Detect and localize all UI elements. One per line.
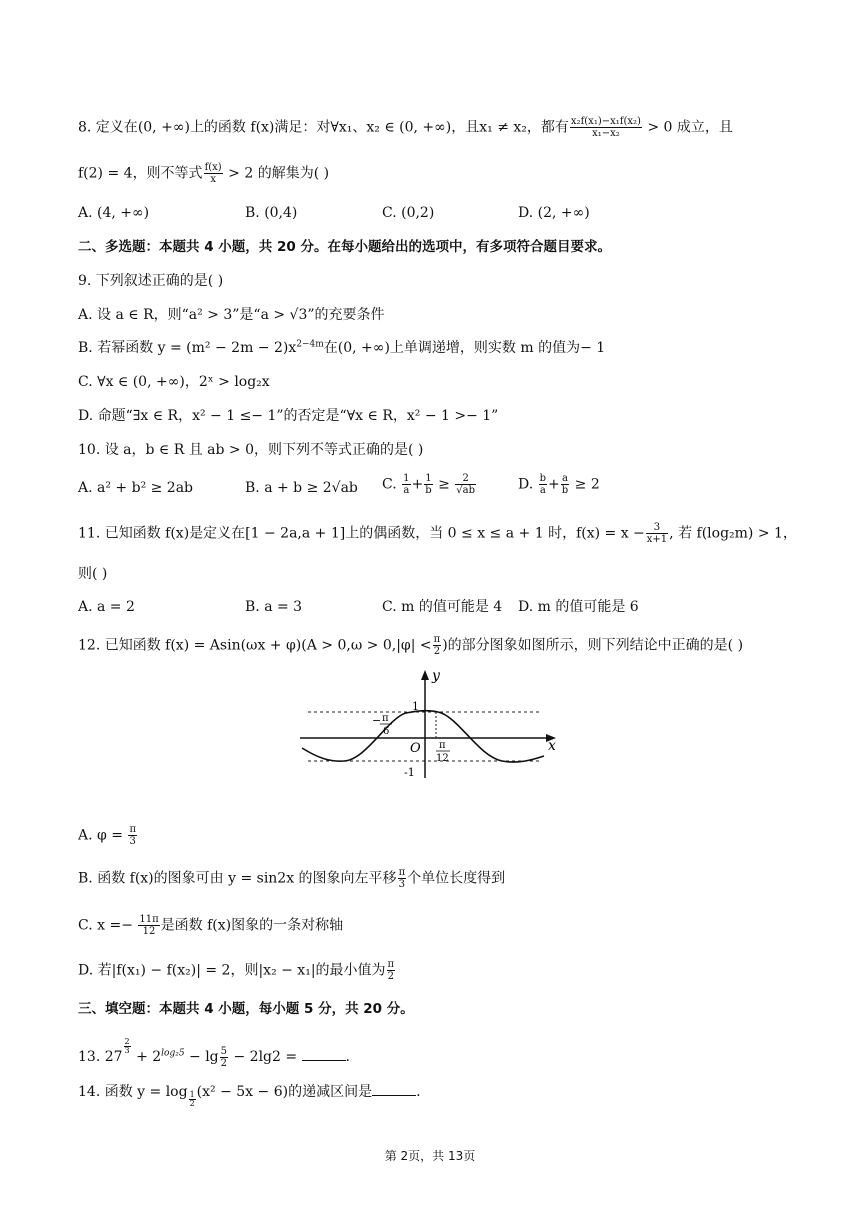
q12-stem [78,634,743,657]
q12-option-d [78,959,396,982]
q8-option-a: A. (4, +∞) [78,205,150,221]
q12-c-text: 是函数 f(x)图象的一条对称轴 [160,917,344,934]
q14-base-den: 2 [189,1099,195,1108]
q14-base-num: 1 [189,1090,195,1099]
q9-b-text: B. 若幂函数 y = (m² − 2m − 2)x [78,340,297,356]
label-neg-sign: − [372,714,382,727]
q8-text: 满足：对∀ [274,119,339,136]
q12-a-frac [128,824,137,847]
q13-text: 13. 27 [78,1049,123,1065]
q12-a-num: π [129,824,137,835]
q12-c-num: 11π [139,914,159,925]
q8-text: > 2 的解集为( ) [223,165,330,182]
q12-b-num: π [398,867,406,878]
q10-c-tail: ≥ [433,476,455,493]
q10-option-a: A. a² + b² ≥ 2ab [78,480,194,496]
q13-text: . [345,1049,350,1065]
q8-line1 [78,116,733,139]
q8-frac2-num: f(x) [204,162,222,173]
q8-text: ，且 [451,119,480,136]
label-pi12-num: π [439,740,446,751]
q11-option-d: D. m 的值可能是 6 [518,599,639,615]
q8-text: 上的函数 [189,119,251,136]
q10-c-frac: $\frac{1}{a}$ [403,473,410,496]
q12-option-a [78,824,138,847]
q12-text: )的部分图象如图所示，则下列结论中正确的是( ) [442,637,744,654]
q8-text: ，都有 [526,119,569,136]
q10-stem: 10. 设 a，b ∈ R 且 ab > 0，则下列不等式正确的是( ) [78,442,424,458]
q13-frac-den: 2 [220,1057,228,1069]
q8-cond: x₁、x₂ ∈ (0, +∞) [338,119,452,136]
q8-text: > 0 成立，且 [642,119,733,136]
q9-stem: 9. 下列叙述正确的是( ) [78,273,224,289]
q13-exp-num: 2 [124,1037,130,1046]
q9-option-c: C. ∀x ∈ (0, +∞)，2ˣ > log₂x [78,374,270,390]
q8-f2: f(2) = 4 [78,165,133,182]
q12-stem-frac: $\frac{\pi}{2}$ [433,634,441,657]
q8-line2 [78,162,329,185]
q11-frac-den: x+1 [646,534,668,545]
q13-text: + 2 [131,1049,162,1065]
q10-d-tail: ≥ 2 [570,476,600,493]
q10-c-frac: $\frac{1}{b}$ [425,473,432,496]
q12-option-c [78,914,343,937]
q12-text: 12. 已知函数 f(x) = Asin(ωx + φ)(A > 0,ω > 0,|φ| < [78,637,432,654]
q10-c-label: C. [382,476,402,493]
q10-option-c: C. $\frac{1}{a}$ + $\frac{1}{b}$ ≥ $\frac{2}{√ab}$ [382,473,476,496]
q9-b-exponent: 2−4m [296,339,324,350]
section-3-heading: 三、填空题：本题共 4 小题，每小题 5 分，共 20 分。 [78,1001,414,1017]
q14-log-base [189,1091,196,1108]
q10-option-d: D. $\frac{b}{a}$ + $\frac{a}{b}$ ≥ 2 [518,473,600,496]
q13-frac [220,1046,228,1069]
q8-option-b: B. (0,4) [245,205,298,221]
q12-b-den: 3 [398,879,406,890]
label-one: 1 [412,700,419,713]
q8-frac2-den: x [210,174,216,185]
x-label: x [548,738,556,754]
q12-a-den: 3 [129,836,136,847]
q13-answer-blank[interactable] [302,1046,346,1061]
q8-text: ，则不等式 [132,165,203,182]
y-axis-arrow [421,670,429,680]
q8-neq: x₁ ≠ x₂ [479,119,527,136]
q12-a-text: A. φ = [78,827,128,844]
q8-option-d: D. (2, +∞) [518,205,590,221]
q11-text: 11. 已知函数 f(x)是定义在[1 − 2a,a + 1]上的偶函数，当 0 ≤ x ≤ a + 1 时，f(x) = x − [78,525,645,542]
q8-frac-den: x₁−x₂ [592,128,620,139]
q14-text: 14. 函数 y = log [78,1084,188,1100]
label-pi6-den: 6 [383,726,390,737]
q9-option-a: A. 设 a ∈ R，则“a² > 3”是“a > √3”的充要条件 [78,307,385,323]
q11-line2: 则( ) [78,566,108,582]
q11-text: , 若 f(log₂m) > 1， [669,525,797,542]
q13-text: − lg [184,1049,219,1065]
origin-label: O [410,741,421,756]
label-pi12-den: 12 [436,753,449,764]
q10-option-b: B. a + b ≥ 2√ab [245,480,358,496]
q12-function-graph [298,666,568,790]
q13-frac-num: 5 [220,1045,228,1057]
q8-fx: f(x) [250,119,275,136]
q12-b-text: B. 函数 f(x)的图象可由 y = sin2x 的图象向左平移 [78,870,397,887]
q8-domain: (0, +∞) [137,119,190,136]
q9-b-text: 在(0, +∞)上单调递增，则实数 m 的值为− 1 [323,340,606,356]
q12-c-den: 12 [142,926,156,937]
q12-c-frac [138,914,159,937]
q10-d-frac: $\frac{b}{a}$ [539,473,547,496]
y-label: y [432,668,440,684]
q8-fraction [570,116,642,139]
q11-line1 [78,522,797,545]
q8-frac-num: x₂f(x₁)−x₁f(x₂) [570,116,641,127]
q8-text: 8. 定义在 [78,119,138,136]
page-footer: 第 2页，共 13页 [384,1149,476,1163]
q13-exponent [124,1038,131,1055]
q12-d-num: π [387,959,395,970]
q11-option-a: A. a = 2 [78,599,135,615]
q12-b-frac [398,867,407,890]
q11-frac-num: 3 [646,522,668,534]
q9-option-d: D. 命题“∃x ∈ R，x² − 1 ≤− 1”的否定是“∀x ∈ R，x² − 1 >− 1” [78,408,499,424]
q14-text: . [416,1084,421,1100]
label-pi6-num: π [382,713,389,724]
q8-fraction2 [204,162,223,185]
q14 [78,1081,421,1108]
q13-text: − 2lg2 = [229,1049,302,1065]
q12-d-den: 2 [387,971,395,982]
q12-c-text: C. x =− [78,917,138,934]
label-neg-one: -1 [404,766,415,779]
q12-option-b [78,867,505,890]
q12-b-text: 个单位长度得到 [407,870,506,887]
q11-option-c: C. m 的值可能是 4 [382,599,503,615]
q9-option-b [78,338,605,358]
q10-c-frac: $\frac{2}{√ab}$ [456,473,476,496]
q13-exp-den: 3 [124,1046,130,1055]
q13 [78,1038,350,1069]
sine-curve [302,711,544,762]
q11-option-b: B. a = 3 [245,599,303,615]
q14-text: (x² − 5x − 6)的递减区间是 [196,1084,373,1100]
q12-d-frac [387,959,396,982]
q14-answer-blank[interactable] [372,1081,416,1096]
q13-exponent2: log₂5 [161,1048,185,1059]
q11-fraction [646,522,668,545]
q8-option-c: C. (0,2) [382,205,435,221]
q12-d-text: D. 若|f(x₁) − f(x₂)| = 2，则|x₂ − x₁|的最小值为 [78,962,386,979]
q10-d-label: D. [518,476,538,493]
q10-d-frac: $\frac{a}{b}$ [561,473,569,496]
section-2-heading: 二、多选题：本题共 4 小题，共 20 分。在每小题给出的选项中，有多项符合题目要求。 [78,239,611,255]
